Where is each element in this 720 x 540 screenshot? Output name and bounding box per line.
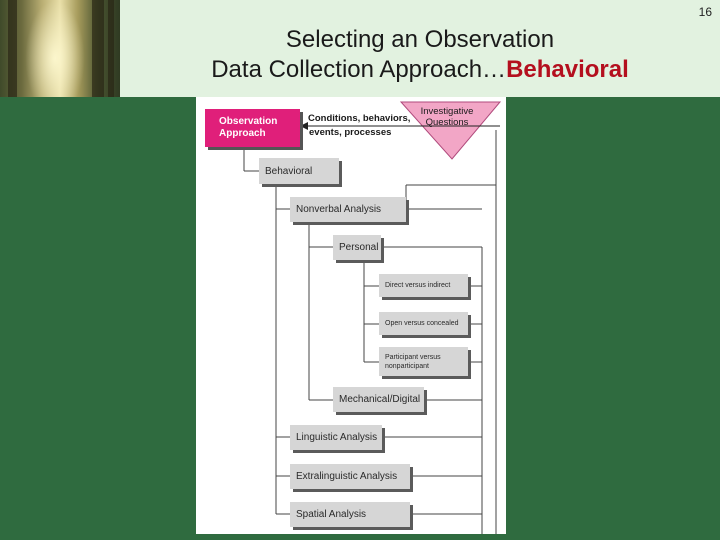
arrow-label-line2: events, processes bbox=[309, 127, 392, 138]
title-line-2 bbox=[120, 55, 720, 85]
spatial-analysis-box bbox=[290, 502, 410, 527]
title-accent: Behavioral bbox=[506, 56, 629, 83]
linguistic-analysis-box bbox=[290, 425, 382, 450]
tree-trunk bbox=[108, 0, 114, 97]
light-ray bbox=[25, 0, 85, 97]
participant-box bbox=[379, 347, 468, 376]
personal-box bbox=[333, 235, 381, 260]
direct-indirect-label: Direct versus indirect bbox=[385, 282, 451, 289]
tree-trunk bbox=[92, 0, 104, 97]
behavioral-label: Behavioral bbox=[265, 165, 313, 177]
arrow-head bbox=[300, 122, 308, 130]
root-label: Observation Approach bbox=[219, 116, 278, 139]
mechanical-label: Mechanical/Digital bbox=[339, 394, 421, 405]
open-concealed-label: Open versus concealed bbox=[385, 320, 459, 327]
slide-header bbox=[0, 0, 720, 97]
slide-title bbox=[120, 25, 720, 85]
title-plain: Data Collection Approach… bbox=[211, 56, 507, 83]
forest-photo bbox=[0, 0, 120, 97]
nonverbal-label: Nonverbal Analysis bbox=[296, 204, 382, 215]
investigative-questions-label: Investigative Questions bbox=[420, 106, 474, 128]
mechanical-digital-box bbox=[333, 387, 424, 412]
title-line-1: Selecting an Observation bbox=[285, 26, 555, 53]
observation-approach-box bbox=[205, 109, 300, 147]
personal-label: Personal bbox=[339, 242, 379, 253]
extralinguistic-analysis-box bbox=[290, 464, 410, 489]
slide-number: 16 bbox=[698, 5, 712, 19]
direct-indirect-box bbox=[379, 274, 468, 297]
participant-label: Participant versus nonparticipant bbox=[385, 353, 441, 370]
nonverbal-analysis-box bbox=[290, 197, 406, 222]
arrow-label bbox=[308, 112, 410, 140]
observation-diagram bbox=[196, 97, 506, 534]
linguistic-label: Linguistic Analysis bbox=[296, 432, 378, 443]
tree-trunk bbox=[8, 0, 17, 97]
arrow-label-line1: Conditions, behaviors, bbox=[308, 113, 411, 124]
extralinguistic-label: Extralinguistic Analysis bbox=[296, 471, 398, 482]
behavioral-box bbox=[259, 158, 339, 184]
open-concealed-box bbox=[379, 312, 468, 335]
spatial-label: Spatial Analysis bbox=[296, 509, 367, 520]
